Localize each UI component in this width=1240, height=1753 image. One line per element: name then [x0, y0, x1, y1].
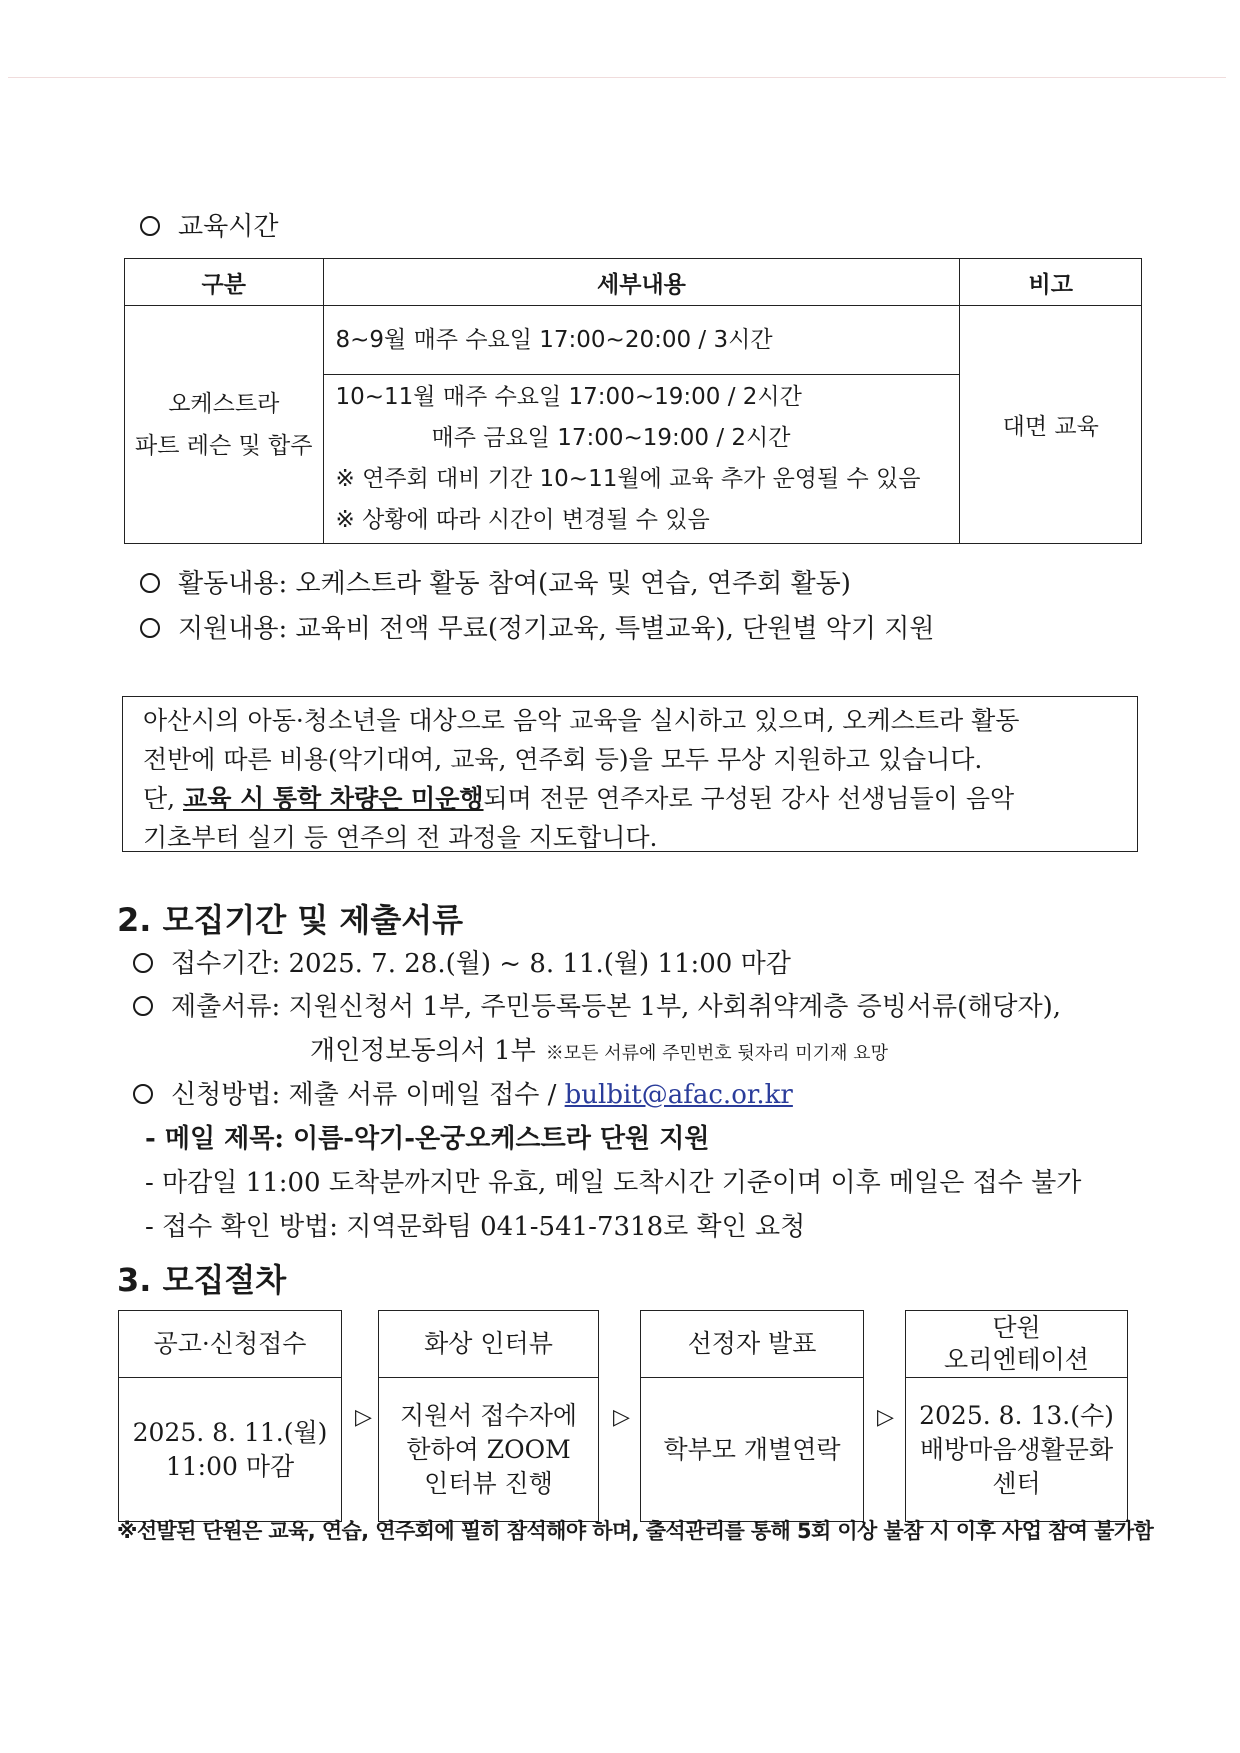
- attendance-footnote: ※선발된 단원은 교육, 연습, 연주회에 필히 참석해야 하며, 출석관리를 통해 5회 이상 불참 시 이후 사업 참여 불가함: [117, 1519, 1154, 1543]
- bullet-circle-icon: [133, 996, 153, 1016]
- docs-line: [133, 990, 1061, 1024]
- process-step-1: [118, 1310, 342, 1522]
- bullet-circle-icon: [133, 953, 153, 973]
- docs-note: ※모든 서류에 주민번호 뒷자리 미기재 요망: [545, 1043, 888, 1064]
- period-line: [133, 947, 791, 981]
- header-note: 비고: [960, 259, 1142, 306]
- bullet-circle-icon: [133, 1084, 153, 1104]
- category-line: 오케스트라: [168, 390, 280, 417]
- note-cell: 대면 교육: [960, 306, 1142, 544]
- docs-text: 제출서류: 지원신청서 1부, 주민등록등본 1부, 사회취약계층 증빙서류(해당자),: [171, 992, 1061, 1022]
- category-line: 파트 레슨 및 합주: [135, 432, 313, 459]
- section2-title: 2. 모집기간 및 제출서류: [117, 901, 464, 939]
- step-head: 단원 오리엔테이션: [906, 1311, 1127, 1378]
- no-shuttle-emphasis: 교육 시 통학 차량은 미운행: [183, 784, 484, 813]
- deadline-line: - 마감일 11:00 도착분까지만 유효, 메일 도착시간 기준이며 이후 메일은 접수 불가: [145, 1168, 1082, 1198]
- method-line: [133, 1078, 793, 1112]
- period-text: 접수기간: 2025. 7. 28.(월) ~ 8. 11.(월) 11:00 마감: [171, 949, 791, 979]
- process-step-3: [640, 1310, 864, 1522]
- step-arrow-icon: ▷: [613, 1405, 630, 1430]
- activity-text: 활동내용: 오케스트라 활동 참여(교육 및 연습, 연주회 활동): [178, 569, 851, 599]
- docs-line-2: [310, 1034, 888, 1071]
- notice-line: 아산시의 아동·청소년을 대상으로 음악 교육을 실시하고 있으며, 오케스트라 활동: [143, 706, 1020, 735]
- header-category: 구분: [125, 259, 324, 306]
- step-head: 선정자 발표: [641, 1311, 863, 1378]
- step-arrow-icon: ▷: [355, 1405, 372, 1430]
- bullet-circle-icon: [140, 618, 160, 638]
- confirm-line: - 접수 확인 방법: 지역문화팀 041-541-7318로 확인 요청: [145, 1212, 806, 1242]
- bullet-circle-icon: [140, 573, 160, 593]
- step-arrow-icon: ▷: [877, 1405, 894, 1430]
- activity-line: [140, 567, 851, 601]
- bullet-circle-icon: [140, 216, 160, 236]
- notice-line: 기초부터 실기 등 연주의 전 과정을 지도합니다.: [143, 823, 658, 852]
- detail-row-1: 8~9월 매주 수요일 17:00~20:00 / 3시간: [323, 306, 960, 375]
- step-head: 공고·신청접수: [119, 1311, 341, 1378]
- email-link[interactable]: bulbit@afac.or.kr: [564, 1080, 793, 1110]
- step-head: 화상 인터뷰: [379, 1311, 598, 1378]
- category-cell: [125, 306, 324, 544]
- edu-time-heading: [140, 210, 278, 244]
- detail-row-2: [323, 375, 960, 544]
- section3-title: 3. 모집절차: [117, 1261, 287, 1299]
- step-body: 2025. 8. 13.(수) 배방마음생활문화 센터: [919, 1400, 1114, 1498]
- process-step-4: [905, 1310, 1128, 1522]
- support-text: 지원내용: 교육비 전액 무료(정기교육, 특별교육), 단원별 악기 지원: [178, 614, 935, 644]
- notice-box: [122, 696, 1138, 852]
- table-row: [125, 306, 1142, 375]
- method-text: 신청방법: 제출 서류 이메일 접수 /: [171, 1080, 565, 1110]
- edu-time-heading-text: 교육시간: [178, 212, 279, 242]
- support-line: [140, 612, 934, 646]
- detail-line: 10~11월 매주 수요일 17:00~19:00 / 2시간: [335, 384, 802, 410]
- notice-line: 단, 교육 시 통학 차량은 미운행되며 전문 연주자로 구성된 강사 선생님들이 음악: [143, 784, 1015, 813]
- mail-title-line: - 메일 제목: 이름-악기-온궁오케스트라 단원 지원: [145, 1124, 710, 1154]
- detail-line: 매주 금요일 17:00~19:00 / 2시간: [431, 425, 791, 451]
- step-body: 학부모 개별연락: [663, 1434, 841, 1464]
- notice-line: 전반에 따른 비용(악기대여, 교육, 연주회 등)을 모두 무상 지원하고 있습니다.: [143, 745, 983, 774]
- detail-line: ※ 연주회 대비 기간 10~11월에 교육 추가 운영될 수 있음: [335, 466, 921, 492]
- table-header-row: [125, 259, 1142, 306]
- step-body: 지원서 접수자에 한하여 ZOOM 인터뷰 진행: [400, 1400, 577, 1498]
- docs-text-2: 개인정보동의서 1부: [310, 1036, 536, 1066]
- process-step-2: [378, 1310, 599, 1522]
- step-body: 2025. 8. 11.(월) 11:00 마감: [132, 1417, 328, 1481]
- header-details: 세부내용: [323, 259, 960, 306]
- schedule-table: [124, 258, 1142, 544]
- page-top-rule: [8, 77, 1226, 78]
- detail-line: ※ 상황에 따라 시간이 변경될 수 있음: [335, 507, 710, 533]
